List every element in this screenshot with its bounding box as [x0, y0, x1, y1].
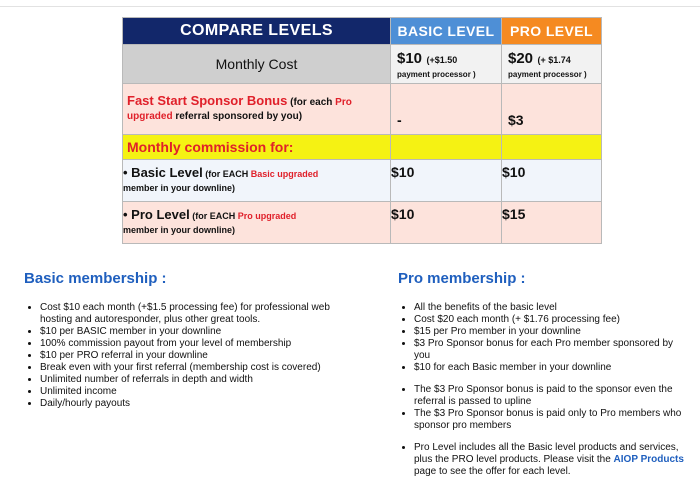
basic-membership-title: Basic membership :: [24, 270, 167, 287]
pro-row-t1: (for EACH: [189, 211, 238, 221]
compare-levels-table: [122, 17, 602, 244]
pro-membership-list: [398, 302, 688, 478]
list-item: • $10 per BASIC member in your downline: [40, 326, 354, 338]
fast-start-label: [123, 84, 391, 135]
list-item: • The $3 Pro Sponsor bonus is paid to the sponsor even the referral is passed to upline: [414, 384, 688, 408]
list-item-products: [414, 442, 688, 478]
list-item: • 100% commission payout from your level of membership: [40, 338, 354, 350]
basic-commission-basic-value: $10: [391, 160, 502, 202]
pro-membership-panel: [398, 270, 688, 478]
fast-start-title: Fast Start Sponsor Bonus: [127, 93, 288, 108]
basic-commission-label: [123, 160, 391, 202]
list-item: • $10 for each Basic member in your downline: [414, 362, 688, 374]
fast-start-basic-value: -: [391, 84, 502, 135]
list-item: • $3 Pro Sponsor bonus for each Pro member sponsored by you: [414, 338, 688, 362]
pro-commission-label: [123, 202, 391, 244]
fast-start-pro-value: $3: [502, 84, 602, 135]
table-header-row: [123, 18, 602, 45]
basic-row-t2: Basic upgraded: [250, 169, 319, 179]
basic-level-name: Basic Level: [127, 165, 203, 180]
products-text-post: page to see the offer for each level.: [414, 466, 571, 477]
fast-start-t4: referral sponsored by you): [172, 111, 303, 122]
basic-commission-pro-value: $10: [502, 160, 602, 202]
pro-membership-title: Pro membership :: [398, 270, 526, 287]
basic-membership-list: [24, 302, 354, 410]
top-divider: [0, 6, 700, 7]
pro-commission-pro-value: $15: [502, 202, 602, 244]
aiop-products-link[interactable]: AIOP Products: [613, 454, 684, 465]
pro-commission-basic-value: $10: [391, 202, 502, 244]
basic-commission-row: [123, 160, 602, 202]
list-item: • The $3 Pro Sponsor bonus is paid only to Pro members who sponsor pro members: [414, 408, 688, 432]
list-item: • Cost $20 each month (+ $1.76 processing fee): [414, 314, 688, 326]
basic-level-header: BASIC LEVEL: [391, 18, 502, 45]
list-item: • Break even with your first referral (membership cost is covered): [40, 362, 354, 374]
list-item: • Cost $10 each month (+$1.5 processing fee) for professional web hosting and autoresponder, plus other great tools.: [40, 302, 354, 326]
commission-header-basic-cell: [391, 135, 502, 160]
fast-start-t1: (for each: [287, 97, 336, 108]
basic-fee-sub: payment processor ): [397, 69, 476, 79]
bullet: •: [123, 207, 128, 222]
pro-fee: (+ $1.74: [537, 54, 571, 65]
basic-membership-panel: [24, 270, 354, 410]
pro-monthly-cost: [502, 45, 602, 84]
bullet: •: [123, 165, 128, 180]
fast-start-t2: Pro: [335, 97, 352, 108]
basic-monthly-cost: [391, 45, 502, 84]
list-item: • $15 per Pro member in your downline: [414, 326, 688, 338]
commission-header-label: Monthly commission for:: [123, 135, 391, 160]
list-item: • Unlimited number of referrals in depth and width: [40, 374, 354, 386]
commission-header-pro-cell: [502, 135, 602, 160]
pro-level-name: Pro Level: [127, 207, 190, 222]
fast-start-t3: upgraded: [127, 111, 173, 122]
basic-fee: (+$1.50: [426, 54, 458, 65]
pro-row-t3: member in your downline): [123, 225, 236, 235]
list-item: • $10 per PRO referral in your downline: [40, 350, 354, 362]
compare-levels-header: COMPARE LEVELS: [123, 18, 391, 45]
monthly-cost-row: [123, 45, 602, 84]
pro-price: $20: [508, 49, 534, 67]
basic-price: $10: [397, 49, 423, 67]
list-item: • Unlimited income: [40, 386, 354, 398]
commission-header-row: [123, 135, 602, 160]
pro-level-header: PRO LEVEL: [502, 18, 602, 45]
pro-commission-row: [123, 202, 602, 244]
pro-fee-sub: payment processor ): [508, 69, 587, 79]
products-text-pre: Pro Level includes all the Basic level products and services, plus the PRO level products. Please visit the: [414, 442, 679, 465]
list-item: • Daily/hourly payouts: [40, 398, 354, 410]
fast-start-row: [123, 84, 602, 135]
pro-row-t2: Pro upgraded: [237, 211, 297, 221]
basic-row-t3: member in your downline): [123, 183, 236, 193]
list-item: • All the benefits of the basic level: [414, 302, 688, 314]
basic-row-t1: (for EACH: [202, 169, 251, 179]
monthly-cost-label: Monthly Cost: [123, 45, 391, 84]
